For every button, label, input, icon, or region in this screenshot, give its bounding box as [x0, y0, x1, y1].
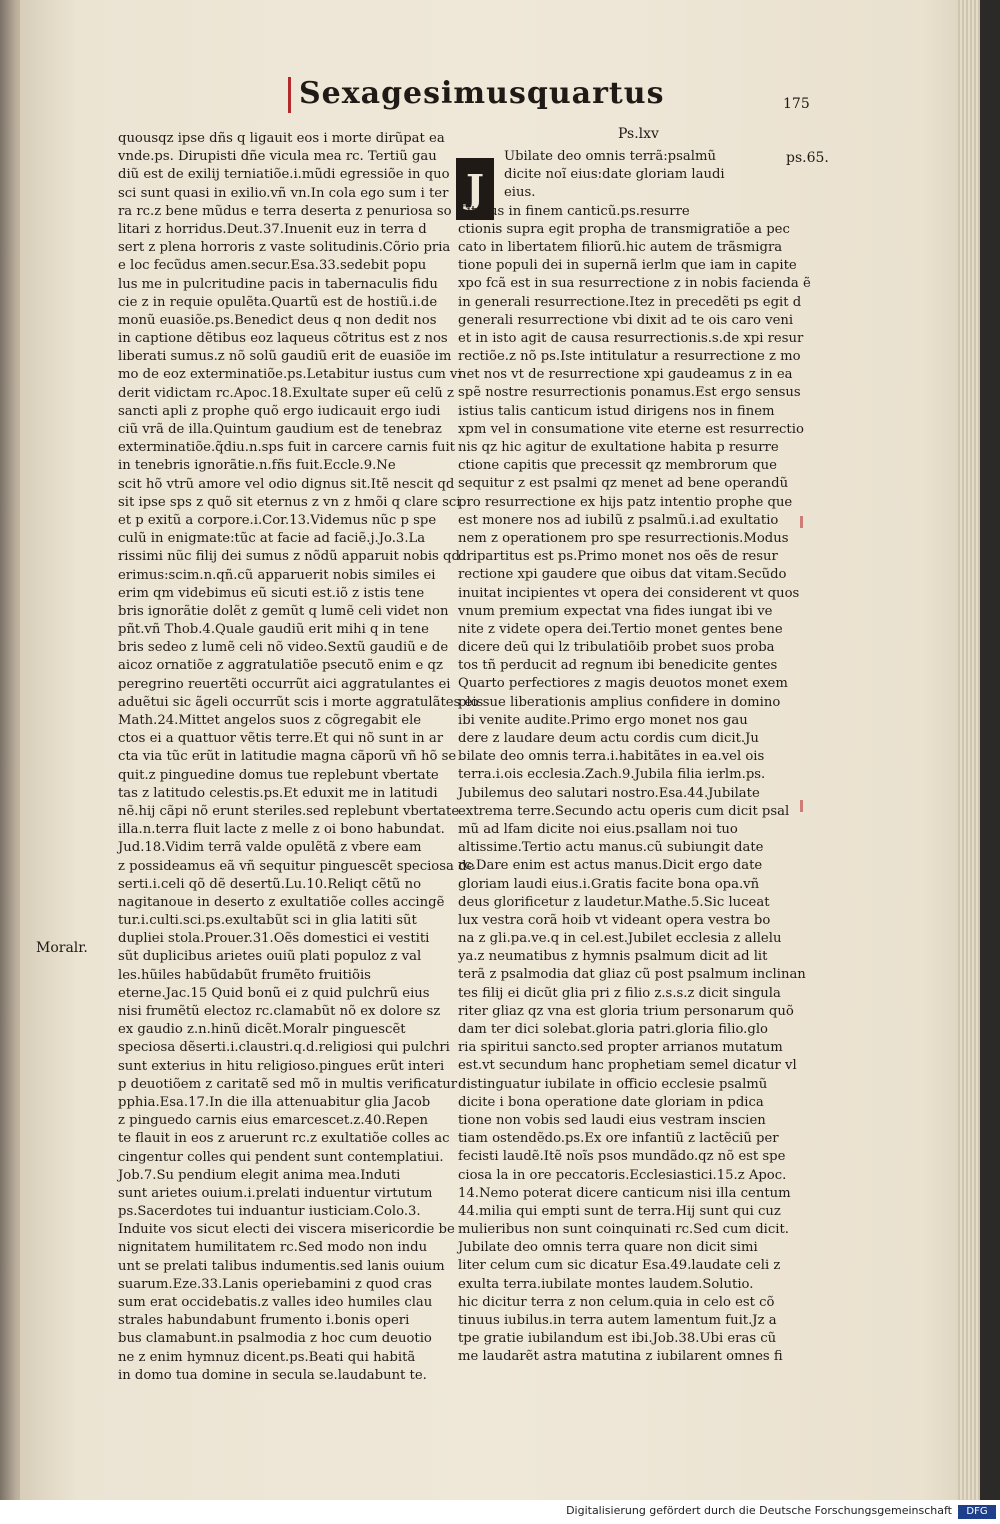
margin-label-moral: Moralr.: [36, 940, 88, 956]
text-line: na z gli.pa.ve.q in cel.est.Jubilet ecclesia z allelu: [458, 931, 782, 947]
text-line: altissime.Tertio actu manus.cũ subiungit date: [458, 840, 764, 856]
text-line: et in isto agit de causa resurrectionis.s.de xpi resur: [458, 330, 804, 346]
text-line: ciũ vrã de illa.Quintum gaudium est de tenebraz: [118, 422, 442, 437]
text-line: Induite vos sicut electi dei viscera misericordie be: [118, 1222, 455, 1238]
text-line: 44.milia qui empti sunt de terra.Hij sunt qui cuz: [458, 1203, 781, 1219]
text-line: spẽ nostre resurrectionis ponamus.Est ergo sensus: [458, 385, 801, 401]
text-line: pñt.vñ Thob.4.Quale gaudiũ erit mihi q in tene: [118, 622, 429, 638]
text-line: ctione capitis que precessit qz membrorum que: [458, 458, 777, 474]
text-line: ctos ei a quattuor vẽtis terre.Et qui nõ sunt in ar: [118, 731, 444, 747]
text-line: ciosa la in ore peccatoris.Ecclesiastici.15.z Apoc.: [458, 1167, 787, 1183]
text-line: quit.z pinguedine domus tue replebunt vbertate: [118, 767, 439, 783]
text-line: bilate deo omnis terra.i.habitãtes in ea.vel ois: [458, 749, 765, 765]
text-line: vnde.ps. Dirupisti dñe vicula mea rc. Tertiũ gau: [118, 149, 437, 165]
text-line: sci sunt quasi in exilio.vñ vn.In cola ego sum i ter: [118, 185, 449, 201]
text-line: cta via tũc erũt in latitudie magna cãporũ vñ hõ se: [118, 749, 457, 765]
funding-credit: Digitalisierung gefördert durch die Deutsche Forschungsgemeinschaft: [566, 1504, 952, 1517]
text-line: erim qm videbimus eũ sicuti est.iõ z istis tene: [118, 585, 425, 601]
text-line: pphia.Esa.17.In die illa attenuabitur glia Jacob: [118, 1094, 431, 1110]
text-line: Ubilate deo omnis terrã:psalmũ: [504, 149, 716, 164]
text-line: ne z enim hymnuz dicent.ps.Beati qui habitã: [118, 1349, 416, 1365]
text-line: mũ ad lfam dicite noi eius.psallam noi tuo: [458, 821, 738, 837]
text-line: diũ est de exilij terniatiõe.i.mũdi egressiõe in quo: [118, 167, 450, 183]
text-line: tur.i.culti.sci.ps.exultabũt sci in glia latiti sũt: [118, 913, 417, 929]
text-line: sunt exterius in hitu religioso.pingues erũt interi: [118, 1058, 445, 1074]
text-line: fecisti laudẽ.Itẽ noĩs psos mundãdo.qz nõ est spe: [458, 1149, 786, 1165]
text-line: distinguatur iubilate in officio ecclesie psalmũ: [458, 1076, 768, 1092]
text-line: exulta terra.iubilate montes laudem.Solutio.: [458, 1276, 754, 1292]
text-line: ibi venite audite.Primo ergo monet nos gau: [458, 712, 748, 728]
text-line: Math.24.Mittet angelos suos z cõgregabit ele: [118, 713, 422, 728]
text-line: unt se prelati talibus indumentis.sed lanis ouium: [118, 1258, 445, 1274]
text-line: tas z latitudo celestis.ps.Et eduxit me in latitudi: [118, 785, 438, 801]
text-line: pro resurrectione ex hijs patz intentio prophe que: [458, 494, 793, 510]
text-line: ctionis supra egit propha de transmigratiõe a pec: [458, 221, 790, 237]
page-edges: [958, 0, 980, 1500]
text-line: sũt duplicibus arietes ouiũ plati populoz z val: [118, 949, 422, 965]
text-line: lus me in pulcritudine pacis in tabernaculis fidu: [118, 276, 438, 292]
text-line: istius talis canticum istud dirigens nos in finem: [458, 403, 775, 419]
text-line: illa.n.terra fluit lacte z melle z oi bono habundat.: [118, 822, 445, 838]
text-line: culũ in enigmate:tũc at facie ad faciẽ.j.Jo.3.La: [118, 531, 426, 547]
text-line: derit vidictam rc.Apoc.18.Exultate super eũ celũ z: [118, 385, 454, 401]
text-line: aduẽtui sic ãgeli occurrũt scis i morte aggratulãtes eis: [118, 694, 484, 710]
text-line: sancti apli z prophe quõ ergo iudicauit ergo iudi: [118, 403, 441, 419]
text-line: cie z in requie opulẽta.Quartũ est de hostiũ.i.de: [118, 294, 438, 310]
text-line: inuitat incipientes vt opera dei considerent vt quos: [458, 585, 800, 601]
text-line: 14.Nemo poterat dicere canticum nisi illa centum: [458, 1185, 791, 1201]
text-line: eius.: [504, 185, 536, 201]
text-line: speciosa dẽserti.i.claustri.q.d.religiosi qui pulchri: [118, 1040, 450, 1056]
text-line: in tenebris ignorãtie.n.fñs fuit.Eccle.9.Ne: [118, 458, 396, 474]
text-line: sum erat occidebatis.z valles ideo humiles clau: [118, 1295, 433, 1310]
margin-mark: [800, 516, 803, 528]
text-line: tpe gratie iubilandum est ibi.Job.38.Ubi eras cũ: [458, 1331, 777, 1347]
text-line: dicite noĩ eius:date gloriam laudi: [504, 167, 725, 183]
text-line: dam ter dici solebat.gloria patri.gloria filio.glo: [458, 1022, 768, 1037]
text-line: ya.z neumatibus z hymnis psalmum dicit ad lit: [458, 949, 768, 965]
text-line: extrema terre.Secundo actu operis cum dicit psal: [458, 803, 790, 819]
text-line: mulieribus non sunt coinquinati rc.Sed cum dicit.: [458, 1222, 789, 1238]
text-line: z possideamus eã vñ sequitur pinguescẽt speciosa de: [118, 858, 475, 874]
text-line: ra rc.z bene mũdus e terra deserta z penuriosa so: [118, 203, 452, 219]
decorated-initial: J: [456, 158, 494, 220]
text-line: nite z videte opera dei.Tertio monet gentes bene: [458, 621, 783, 637]
text-line: les.hũiles habũdabũt frumẽto fruitiõis: [118, 967, 371, 983]
dfg-logo: DFG: [958, 1505, 996, 1519]
text-line: ex gaudio z.n.hinũ dicẽt.Moralr pinguescẽt: [118, 1022, 406, 1038]
text-line: tes filij ei dicũt glia pri z filio z.s.s.z dicit singula: [458, 985, 781, 1001]
text-line: exterminatiõe.q̃diu.n.sps fuit in carcere carnis fuit: [118, 440, 455, 456]
text-line: dicere deũ qui lz tribulatiõib probet suos proba: [458, 640, 775, 656]
text-line: gloriam laudi eius.i.Gratis facite bona opa.vñ: [458, 876, 760, 892]
text-line: dicite i bona operatione date gloriam in pdica: [458, 1094, 764, 1110]
text-line: monũ euasiõe.ps.Benedict deus q non dedit nos: [118, 312, 437, 328]
text-line: Quarto perfectiores z magis deuotos monet exem: [458, 676, 788, 692]
margin-mark: [800, 800, 803, 812]
text-line: in generali resurrectione.Itez in precedẽti ps egit d: [458, 294, 802, 310]
text-line: scit hõ vtrũ amore vel odio dignus sit.Itẽ nescit qd: [118, 476, 455, 492]
text-line: sert z plena horroris z vaste solitudinis.Cõrio pria: [118, 240, 451, 256]
text-line: bus clamabunt.in psalmodia z hoc cum deuotio: [118, 1331, 432, 1347]
text-line: in captione dẽtibus eoz laqueus cõtritus est z nos: [118, 331, 448, 347]
text-line: bris ignorãtie dolẽt z gemũt q lumẽ celi videt non: [118, 603, 449, 619]
text-line: nem z operationem pro spe resurrectionis.Modus: [458, 530, 789, 546]
text-line: litari z horridus.Deut.37.Inuenit euz in terra d: [118, 221, 427, 237]
text-line: est.vt secundum hanc prophetiam semel dicatur vl: [458, 1058, 797, 1074]
text-line: plo sue liberationis amplius confidere in domino: [458, 694, 781, 710]
footer-bar: [0, 1500, 1000, 1524]
text-line: et p exitũ a corpore.i.Cor.13.Videmus nũc p spe: [118, 512, 437, 528]
text-line: nagitanoue in deserto z exultatiõe colles accingẽ: [118, 894, 445, 910]
text-line: Job.7.Su pendium elegit anima mea.Induti: [118, 1167, 401, 1183]
text-line: z pinguedo carnis eius emarcescet.z.40.Repen: [118, 1113, 429, 1129]
text-line: Titulus in finem canticũ.ps.resurre: [458, 203, 690, 219]
text-line: mo de eoz exterminatiõe.ps.Letabitur iustus cum vi: [118, 367, 462, 383]
text-line: xpm vel in consumatione vite eterne est resurrectio: [458, 421, 804, 437]
text-line: Jubilate deo omnis terra quare non dicit simi: [458, 1240, 758, 1256]
text-line: liter celum cum sic dicatur Esa.49.laudate celi z: [458, 1258, 781, 1274]
text-line: e loc fecũdus amen.secur.Esa.33.sedebit popu: [118, 258, 427, 274]
text-line: bris sedeo z lumẽ celi nõ video.Sextũ gaudiũ e de: [118, 640, 449, 656]
text-column-left: [118, 130, 484, 1385]
text-line: cingentur colles qui pendent sunt contemplatiui.: [118, 1149, 444, 1165]
text-line: liberati sumus.z nõ solũ gaudiũ erit de euasiõe im: [118, 349, 452, 365]
text-line: deus glorificetur z laudetur.Mathe.5.Sic luceat: [458, 894, 770, 910]
text-line: me laudarẽt astra matutina z iubilarent omnes fi: [458, 1349, 783, 1365]
text-line: nisi frumẽtũ electoz rc.clamabũt nõ ex dolore sz: [118, 1004, 441, 1019]
text-line: tione populi dei in supernã ierlm que iam in capite: [458, 258, 797, 274]
text-line: sunt arietes ouium.i.prelati induentur virtutum: [118, 1185, 433, 1201]
text-line: dupliei stola.Prouer.31.Oẽs domestici ei vestiti: [118, 931, 430, 947]
text-line: generali resurrectione vbi dixit ad te ois caro veni: [458, 312, 794, 328]
text-line: sequitur z est psalmi qz menet ad bene operandũ: [458, 476, 789, 492]
text-line: ps.Sacerdotes tui induantur iusticiam.Colo.3.: [118, 1204, 421, 1220]
text-line: aicoz ornatiõe z aggratulatiõe psecutõ enim e qz: [118, 658, 443, 674]
text-line: peregrino reuertẽti occurrũt aici aggratulantes ei: [118, 676, 451, 692]
text-line: net nos vt de resurrectione xpi gaudeamus z in ea: [458, 367, 793, 383]
text-line: nignitatem humilitatem rc.Sed modo non indu: [118, 1240, 428, 1256]
text-line: est monere nos ad iubilũ z psalmũ.i.ad exultatio: [458, 512, 779, 528]
text-line: rissimi nũc filij dei sumus z nõdũ apparuit nobis qd: [118, 549, 460, 565]
text-line: eterne.Jac.15 Quid bonũ ei z quid pulchrũ eius: [118, 985, 430, 1001]
text-line: nẽ.hij cãpi nõ erunt steriles.sed replebunt vbertate: [118, 803, 460, 819]
text-line: dere z laudare deum actu cordis cum dicit.Ju: [458, 731, 759, 746]
text-line: tos tñ perducit ad regnum ibi benedicite gentes: [458, 658, 778, 674]
text-line: nis qz hic agitur de exultatione habita p resurre: [458, 440, 779, 455]
text-line: sit ipse sps z quõ sit eternus z vn z hmõi q clare sci: [118, 494, 461, 510]
running-title: Sexagesimusquartus: [299, 76, 665, 111]
text-line: vnum premium expectat vna fides iungat ibi ve: [458, 603, 773, 619]
text-line: in domo tua domine in secula se.laudabunt te.: [118, 1367, 427, 1383]
text-line: strales habundabunt frumento i.bonis operi: [118, 1313, 410, 1329]
running-header: [288, 76, 664, 113]
psalm-heading: Ps.lxv: [618, 126, 659, 142]
text-line: rectiõe.z nõ ps.Iste intitulatur a resurrectione z mo: [458, 349, 801, 365]
text-line: hic dicitur terra z non celum.quia in celo est cõ: [458, 1294, 775, 1310]
rubric-stroke: [288, 77, 291, 113]
text-line: Jubilemus deo salutari nostro.Esa.44.Jubilate: [458, 785, 760, 801]
text-line: rc.Dare enim est actus manus.Dicit ergo date: [458, 858, 763, 874]
text-line: riter gliaz qz vna est gloria trium personarum quõ: [458, 1003, 794, 1019]
margin-reference: ps.65.: [786, 150, 829, 166]
text-line: rectione xpi gaudere que oibus dat vitam.Secũdo: [458, 567, 787, 583]
text-line: xpo fcã est in sua resurrectione z in nobis facienda ẽ: [458, 276, 811, 292]
text-line: serti.i.celi qõ dẽ desertũ.Lu.10.Reliqt cẽtũ no: [118, 876, 422, 892]
text-line: tinuus iubilus.in terra autem lamentum fuit.Jz a: [458, 1313, 777, 1328]
text-line: dripartitus est ps.Primo monet nos oẽs de resur: [458, 549, 778, 565]
text-line: terra.i.ois ecclesia.Zach.9.Jubila filia ierlm.ps.: [458, 767, 766, 783]
text-line: lux vestra corã hoib vt videant opera vestra bo: [458, 912, 771, 928]
text-line: Jud.18.Vidim terrã valde opulẽtã z vbere eam: [118, 840, 422, 856]
text-line: tione non vobis sed laudi eius vestram inscien: [458, 1112, 766, 1128]
text-line: ria spiritui sancto.sed propter arrianos mutatum: [458, 1040, 783, 1056]
text-line: tiam ostendẽdo.ps.Ex ore infantiũ z lactẽciũ per: [458, 1131, 779, 1147]
text-line: p deuotiõem z caritatẽ sed mõ in multis verificatur: [118, 1076, 457, 1092]
text-line: cato in libertatem filiorũ.hic autem de trãsmigra: [458, 239, 783, 255]
text-line: quousqz ipse dñs q ligauit eos i morte dirũpat ea: [118, 131, 445, 146]
folio-number: 175: [783, 96, 810, 112]
text-line: erimus:scim.n.qñ.cũ apparuerit nobis similes ei: [118, 567, 436, 583]
text-line: te flauit in eos z aruerunt rc.z exultatiõe colles ac: [118, 1131, 450, 1147]
text-line: terã z psalmodia dat gliaz cũ post psalmum inclinan: [458, 967, 806, 983]
text-line: suarum.Eze.33.Lanis operiebamini z quod cras: [118, 1276, 432, 1292]
